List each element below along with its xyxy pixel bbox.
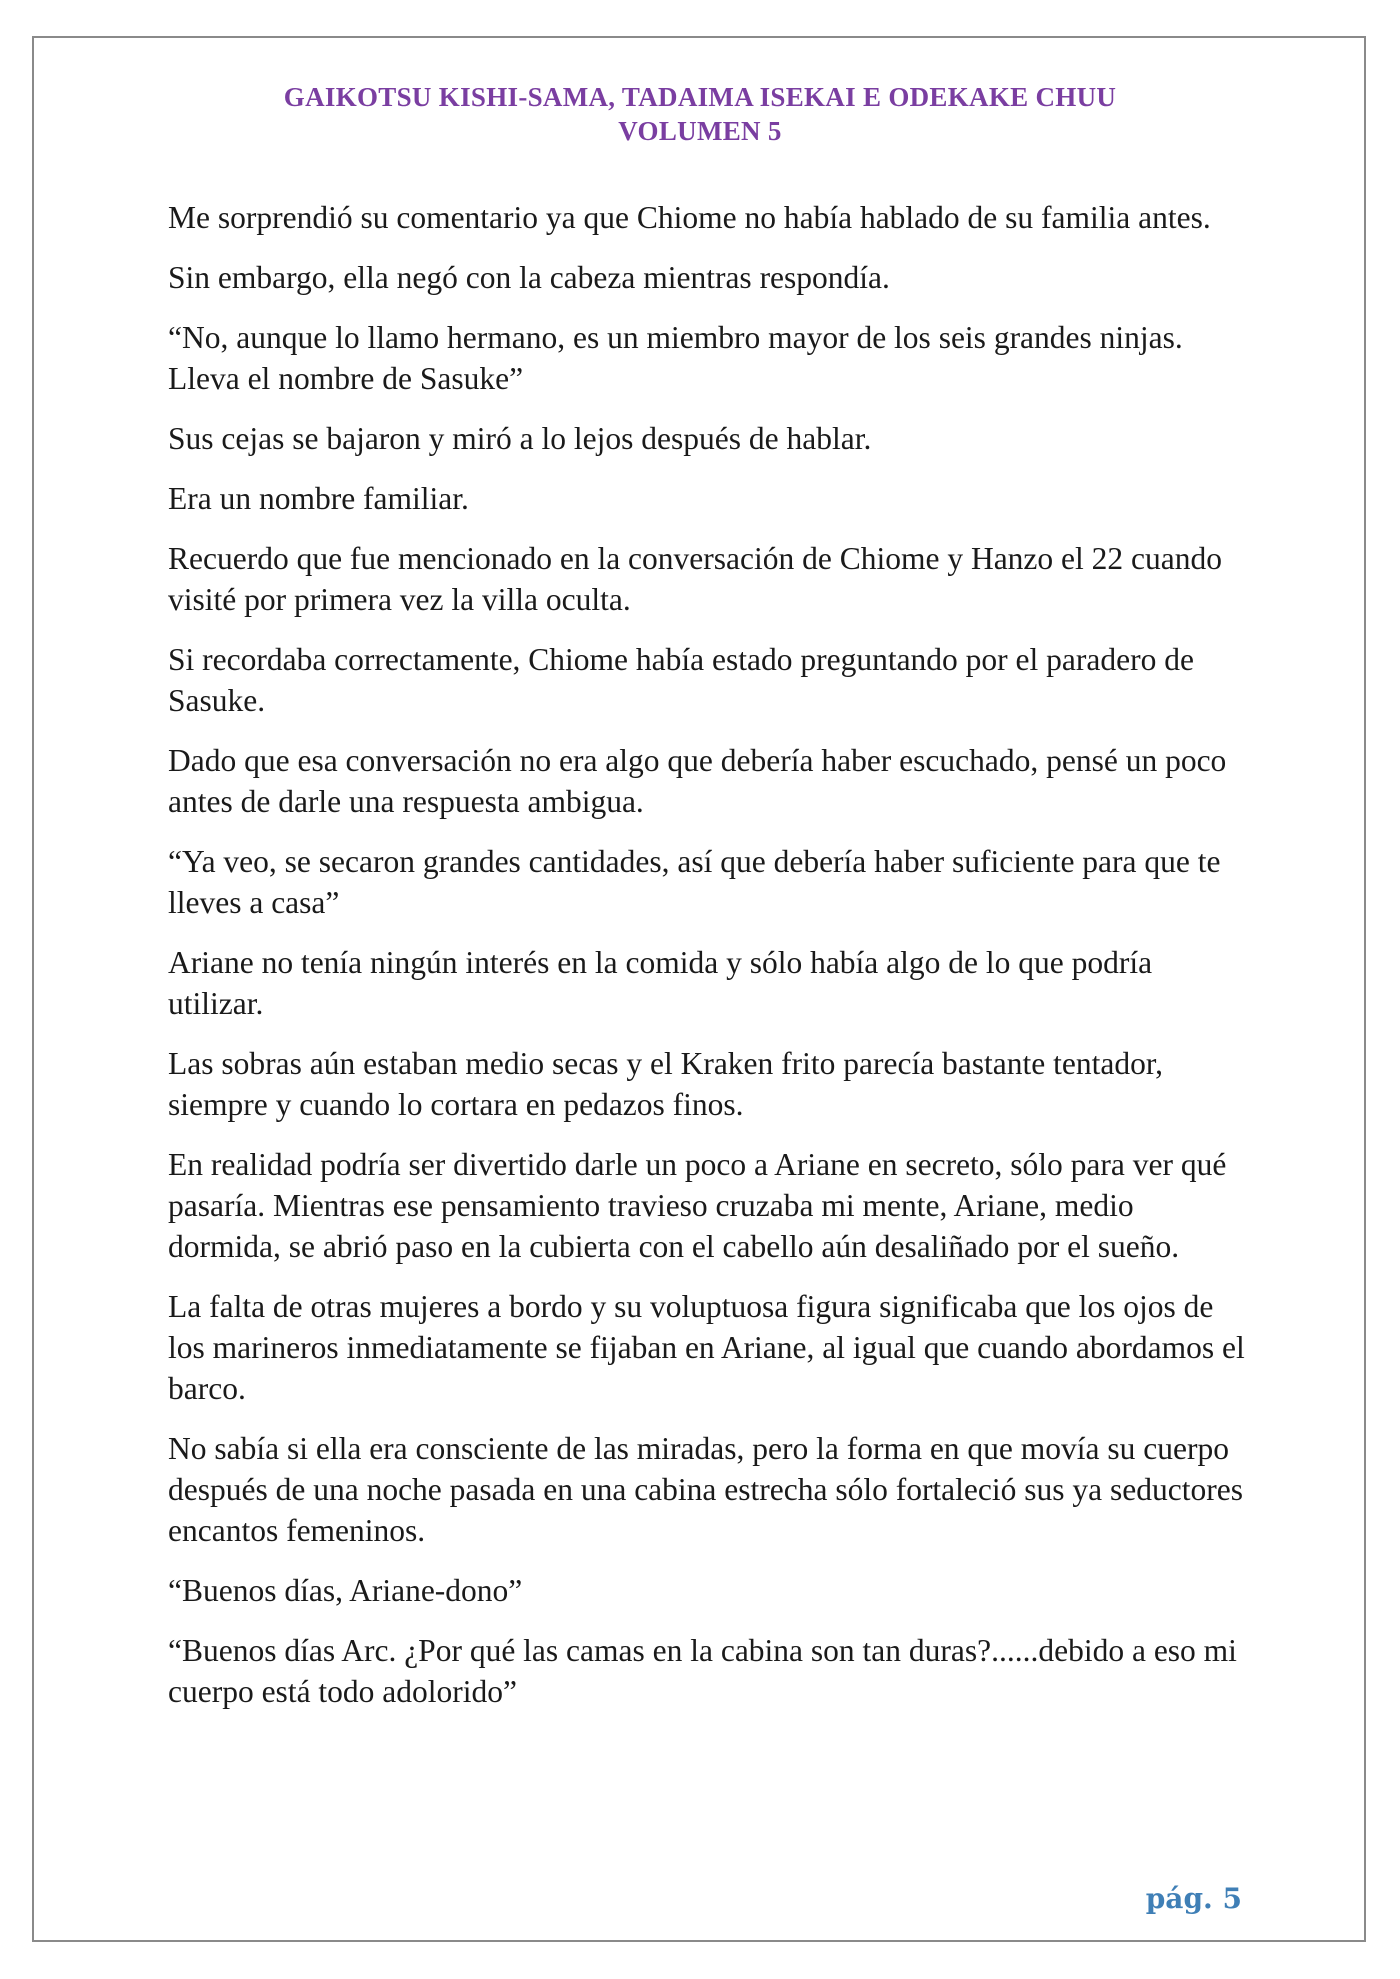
- paragraph: La falta de otras mujeres a bordo y su voluptuosa figura significaba que los ojos de los marineros inmediatamente se fijaban en Ariane, al igual que cuando abordamos el barco.: [168, 1289, 1245, 1406]
- page-number: pág. 5: [1145, 1882, 1242, 1915]
- document-header: [0, 80, 1400, 148]
- paragraph: Me sorprendió su comentario ya que Chiome no había hablado de su familia antes.: [168, 200, 1211, 235]
- paragraph: Las sobras aún estaban medio secas y el Kraken frito parecía bastante tentador, siempre y cuando lo cortara en pedazos finos.: [168, 1046, 1163, 1122]
- paragraph: “Buenos días Arc. ¿Por qué las camas en la cabina son tan duras?......debido a eso mi cuerpo está todo adolorido”: [168, 1633, 1237, 1709]
- body-text: [168, 197, 1248, 1731]
- paragraph: No sabía si ella era consciente de las miradas, pero la forma en que movía su cuerpo después de una noche pasada en una cabina estrecha sólo fortaleció sus ya seductores encantos femeninos.: [168, 1431, 1243, 1548]
- paragraph: Ariane no tenía ningún interés en la comida y sólo había algo de lo que podría utilizar.: [168, 945, 1153, 1021]
- paragraph: Si recordaba correctamente, Chiome había estado preguntando por el paradero de Sasuke.: [168, 642, 1194, 718]
- paragraph: “No, aunque lo llamo hermano, es un miembro mayor de los seis grandes ninjas. Lleva el nombre de Sasuke”: [168, 320, 1183, 396]
- paragraph: Sus cejas se bajaron y miró a lo lejos después de hablar.: [168, 421, 872, 456]
- paragraph: Dado que esa conversación no era algo que debería haber escuchado, pensé un poco antes de darle una respuesta ambigua.: [168, 743, 1227, 819]
- paragraph: En realidad podría ser divertido darle un poco a Ariane en secreto, sólo para ver qué pasaría. Mientras ese pensamiento travieso cruzaba mi mente, Ariane, medio dormida, se abrió paso en la cubierta con el cabello aún desaliñado por el sueño.: [168, 1147, 1227, 1264]
- paragraph: “Buenos días, Ariane-dono”: [168, 1573, 523, 1608]
- paragraph: Era un nombre familiar.: [168, 481, 469, 516]
- paragraph: “Ya veo, se secaron grandes cantidades, así que debería haber suficiente para que te lleves a casa”: [168, 844, 1221, 920]
- volume-label: VOLUMEN 5: [618, 116, 782, 146]
- series-title: GAIKOTSU KISHI-SAMA, TADAIMA ISEKAI E ODEKAKE CHUU: [283, 82, 1117, 112]
- paragraph: Recuerdo que fue mencionado en la conversación de Chiome y Hanzo el 22 cuando visité por primera vez la villa oculta.: [168, 541, 1222, 617]
- paragraph: Sin embargo, ella negó con la cabeza mientras respondía.: [168, 260, 890, 295]
